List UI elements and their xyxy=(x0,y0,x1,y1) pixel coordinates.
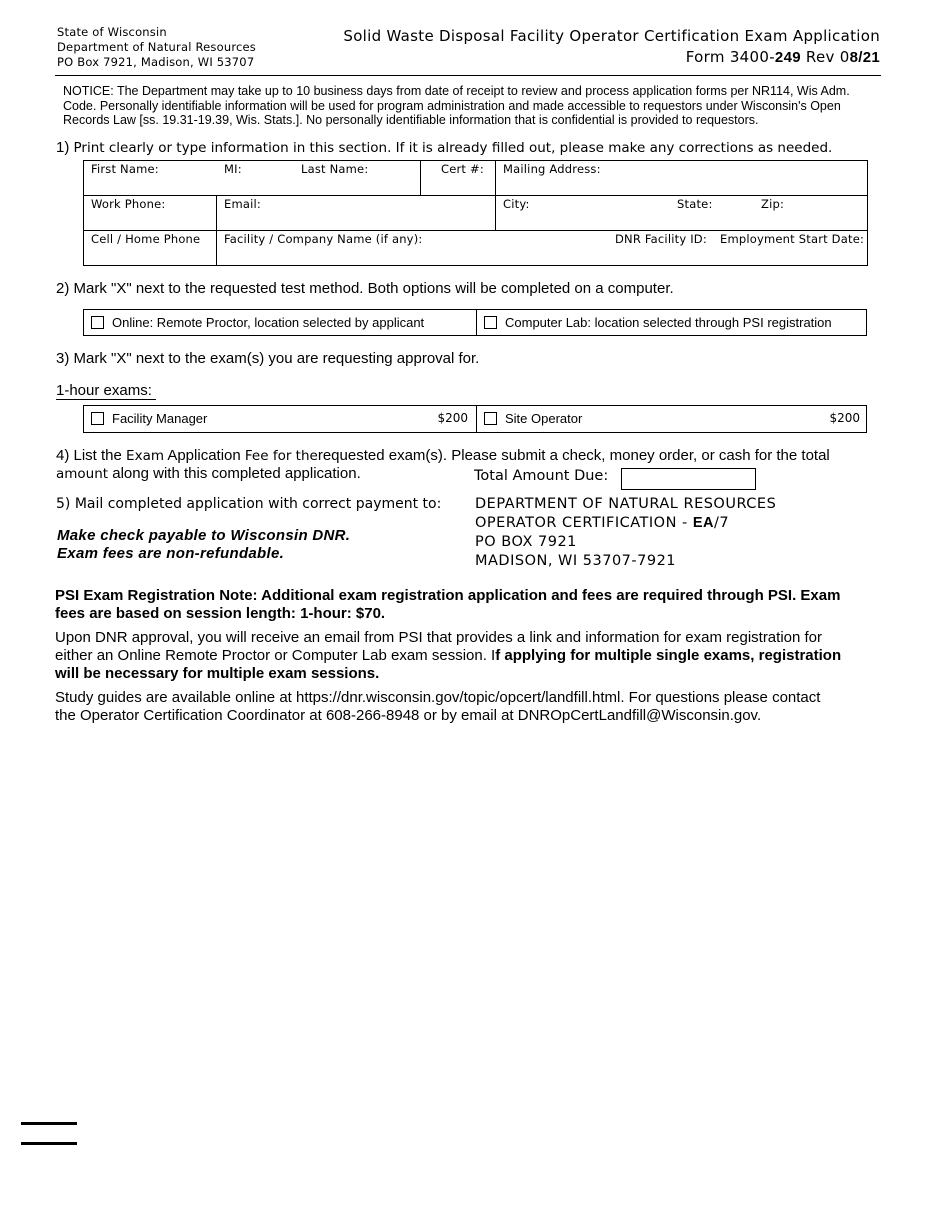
mailing-address-block xyxy=(475,495,776,571)
margin-mark xyxy=(21,1122,77,1125)
section-4-heading: 4) List the Exam Application Fee for therequested exam(s). Please submit a check, money order, or cash for the total amount along with this completed application. xyxy=(56,447,830,482)
facility-id-label: DNR Facility ID: xyxy=(615,232,707,246)
exam-facility-manager[interactable] xyxy=(84,406,476,432)
state-label: State: xyxy=(677,197,713,211)
exam-site-operator[interactable] xyxy=(476,406,868,432)
notice-text: NOTICE: The Department may take up to 10 business days from date of receipt to review and process application forms per NR114, Wis Adm. Code. Personally identifiable information will be used for program administration and made accessible to requestors under Wisconsin's Open Records Law [ss. 19.31-19.39, Wis. Stats.]. No personally identifiable information that is confidential is provided to requestors. xyxy=(63,84,850,127)
facility-manager-checkbox[interactable] xyxy=(91,412,104,425)
form-number: Form 3400-249 Rev 08/21 xyxy=(685,48,880,66)
cell-phone-field[interactable] xyxy=(84,231,217,266)
online-remote-label: Online: Remote Proctor, location selected by applicant xyxy=(112,315,425,330)
option-computer-lab[interactable] xyxy=(476,310,868,335)
email-field[interactable] xyxy=(217,196,496,231)
agency-address xyxy=(57,25,256,70)
psi-registration-note: PSI Exam Registration Note: Additional exam registration application and fees are required through PSI. Exam fees are based on session length: 1-hour: $70. xyxy=(55,587,841,622)
name-cell[interactable] xyxy=(84,161,496,196)
total-amount-label: Total Amount Due: xyxy=(474,468,609,484)
cert-label: Cert #: xyxy=(441,162,484,176)
facility-manager-label: Facility Manager xyxy=(112,411,208,426)
city-label: City: xyxy=(503,197,530,211)
address-line: MADISON, WI 53707-7921 xyxy=(475,553,677,569)
address-line: PO BOX 7921 xyxy=(475,534,577,550)
mailing-address-label: Mailing Address: xyxy=(503,162,601,176)
mi-label: MI: xyxy=(224,162,242,176)
facility-name-label: Facility / Company Name (if any): xyxy=(224,232,423,246)
applicant-info-table xyxy=(83,160,868,266)
facility-field[interactable] xyxy=(217,231,868,266)
exam-options xyxy=(83,405,867,433)
study-guides-paragraph: Study guides are available online at https://dnr.wisconsin.gov/topic/opcert/landfill.html. For questions please contact the Operator Certification Coordinator at 608-266-8948 or by email at DNROpCertLandfill@Wisconsin.gov. xyxy=(55,689,821,724)
work-phone-field[interactable] xyxy=(84,196,217,231)
section-5-heading: 5) Mail completed application with correct payment to: xyxy=(56,496,442,512)
first-name-label: First Name: xyxy=(91,162,159,176)
payable-note: Make check payable to Wisconsin DNR. Exam fees are non-refundable. xyxy=(57,527,351,562)
form-title-block xyxy=(343,26,880,68)
computer-lab-label: Computer Lab: location selected through PSI registration xyxy=(505,315,832,330)
form-title: Solid Waste Disposal Facility Operator Certification Exam Application xyxy=(343,27,880,45)
address-line: OPERATOR CERTIFICATION - EA/7 xyxy=(475,515,730,531)
site-operator-fee: $200 xyxy=(829,411,860,425)
last-name-label: Last Name: xyxy=(301,162,369,176)
site-operator-checkbox[interactable] xyxy=(484,412,497,425)
psi-approval-paragraph: Upon DNR approval, you will receive an email from PSI that provides a link and information for exam registration for either an Online Remote Proctor or Computer Lab exam session. If applying for multiple single exams, registration will be necessary for multiple exam sessions. xyxy=(55,629,842,682)
agency-line: PO Box 7921, Madison, WI 53707 xyxy=(57,55,255,69)
email-label: Email: xyxy=(224,197,261,211)
computer-lab-checkbox[interactable] xyxy=(484,316,497,329)
agency-line: State of Wisconsin xyxy=(57,25,167,39)
section-2-heading: 2) Mark "X" next to the requested test method. Both options will be completed on a computer. xyxy=(56,280,674,297)
facility-manager-fee: $200 xyxy=(437,411,468,425)
zip-label: Zip: xyxy=(761,197,785,211)
online-remote-checkbox[interactable] xyxy=(91,316,104,329)
cell-phone-label: Cell / Home Phone xyxy=(91,232,201,246)
mailing-address-field[interactable] xyxy=(496,161,868,196)
option-online-remote[interactable] xyxy=(84,310,476,335)
address-line: DEPARTMENT OF NATURAL RESOURCES xyxy=(475,496,777,512)
exam-length-subheading: 1-hour exams: xyxy=(56,382,156,400)
agency-line: Department of Natural Resources xyxy=(57,40,256,54)
site-operator-label: Site Operator xyxy=(505,411,583,426)
margin-mark xyxy=(21,1142,77,1145)
total-amount-input[interactable] xyxy=(621,468,756,490)
city-state-zip-field[interactable] xyxy=(496,196,868,231)
header-divider xyxy=(55,75,881,76)
employment-start-label: Employment Start Date: xyxy=(720,232,865,246)
work-phone-label: Work Phone: xyxy=(91,197,166,211)
section-3-heading: 3) Mark "X" next to the exam(s) you are requesting approval for. xyxy=(56,350,480,367)
section-1-heading: 1) Print clearly or type information in this section. If it is already filled out, please make any corrections as needed. xyxy=(56,139,833,156)
test-method-options xyxy=(83,309,867,336)
